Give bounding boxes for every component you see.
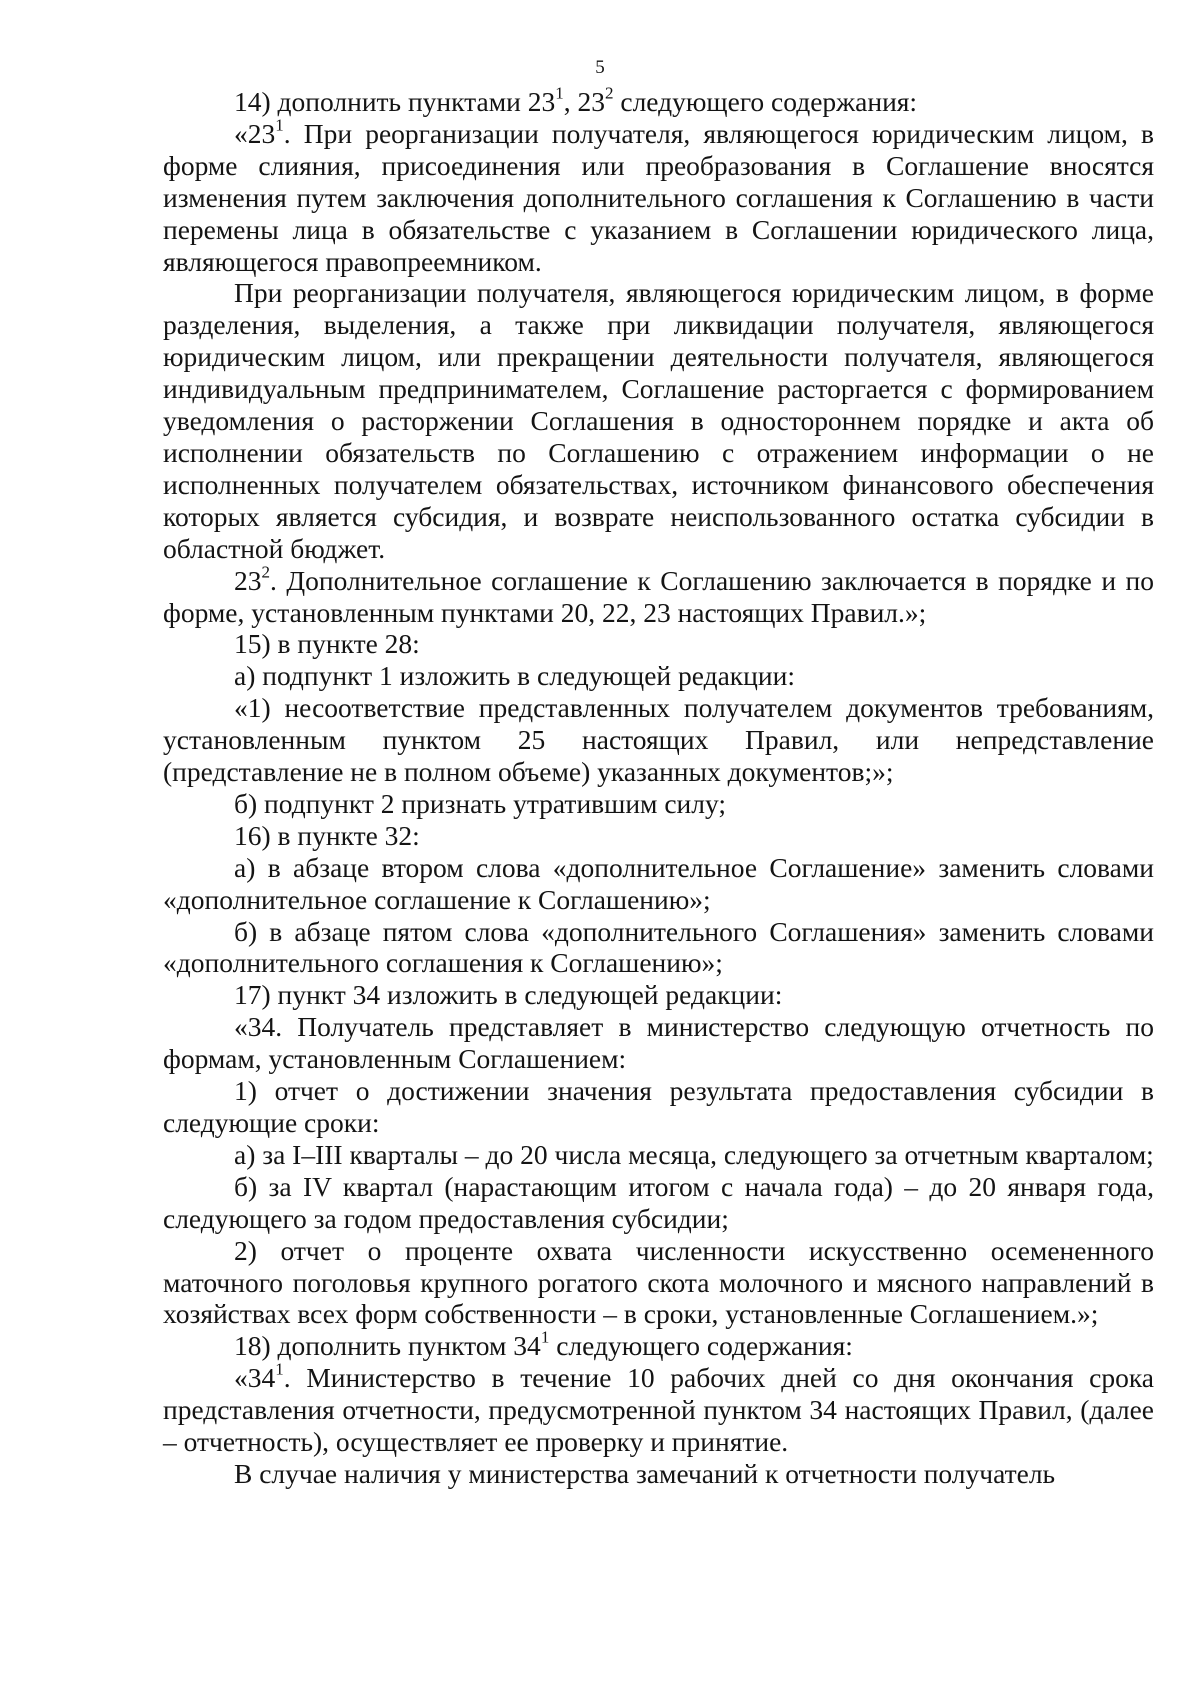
paragraph xyxy=(163,83,1154,118)
paragraph-text: . Дополнительное соглашение к Соглашению заключается в порядке и по форме, установленным пунктами 20, 22, 23 настоящих Правил.»; xyxy=(163,564,1154,628)
paragraph-text: 14) дополнить пунктами 23 xyxy=(234,86,556,117)
paragraph-text: При реорганизации получателя, являющегося юридическим лицом, в форме разделения, выделения, а также при ликвидации получателя, являющегося юридическим лицом, или прекращении деятельности получателя, являющегося индивидуальным предпринимателем, Соглашение расторгается с формированием уведомления о расторжении Соглашения в одностороннем порядке и акта об исполнении обязательств по Соглашению с отражением информации о не исполненных получателем обязательствах, источником финансового обеспечения которых является субсидия, и возврате неиспользованного остатка субсидии в областной бюджет. xyxy=(163,277,1154,564)
paragraph-text: «34 xyxy=(234,1362,276,1394)
paragraph-text: «23 xyxy=(234,117,276,149)
paragraph-text: 2) отчет о проценте охвата численности искусственно осемененного маточного поголовья крупного рогатого скота молочного и мясного направлений в хозяйствах всех форм собственности – в сроки, установленные Соглашением.»; xyxy=(163,1234,1154,1330)
superscript: 1 xyxy=(275,1359,284,1379)
superscript: 2 xyxy=(261,562,271,582)
paragraph-text: б) подпункт 2 признать утратившим силу; xyxy=(234,787,726,819)
paragraph xyxy=(163,1075,1154,1139)
paragraph xyxy=(163,820,1154,852)
paragraph-text: 1) отчет о достижении значения результата предоставления субсидии в следующие сроки: xyxy=(163,1075,1154,1138)
document-body xyxy=(163,83,1154,1490)
superscript: 1 xyxy=(540,1328,550,1348)
paragraph-text: 23 xyxy=(234,564,262,596)
paragraph-text: , 23 xyxy=(563,86,605,117)
paragraph xyxy=(163,788,1154,820)
superscript: 1 xyxy=(555,83,564,103)
paragraph xyxy=(163,1458,1154,1490)
paragraph xyxy=(163,916,1154,980)
paragraph xyxy=(163,277,1154,564)
paragraph-text: 15) в пункте 28: xyxy=(234,628,420,660)
paragraph xyxy=(163,1171,1154,1235)
paragraph-text: б) за IV квартал (нарастающим итогом с начала года) – до 20 января года, следующего за годом предоставления субсидии; xyxy=(163,1170,1154,1234)
paragraph-text: следующего содержания: xyxy=(549,1330,853,1362)
paragraph xyxy=(163,1359,1154,1458)
paragraph xyxy=(163,562,1154,629)
paragraph xyxy=(163,692,1154,788)
paragraph-text: 16) в пункте 32: xyxy=(234,819,420,851)
superscript: 1 xyxy=(275,115,284,135)
paragraph xyxy=(163,1330,1154,1362)
paragraph-text: «1) несоответствие представленных получателем документов требованиям, установленным пунктом 25 настоящих Правил, или непредставление (представление не в полном объеме) указанных документов;»; xyxy=(163,692,1154,788)
paragraph-text: . Министерство в течение 10 рабочих дней со дня окончания срока представления отчетности, предусмотренной пунктом 34 настоящих Правил, (далее – отчетность), осуществляет ее проверку и принятие. xyxy=(163,1362,1154,1458)
paragraph-text: В случае наличия у министерства замечаний к отчетности получатель xyxy=(234,1457,1056,1489)
paragraph-text: 17) пункт 34 изложить в следующей редакции: xyxy=(234,979,783,1011)
superscript: 2 xyxy=(604,83,614,103)
paragraph xyxy=(163,1139,1154,1171)
paragraph-text: следующего содержания: xyxy=(613,86,918,117)
paragraph xyxy=(163,628,1154,660)
paragraph-text: 18) дополнить пунктом 34 xyxy=(234,1330,541,1362)
paragraph xyxy=(163,1011,1154,1075)
paragraph xyxy=(163,660,1154,692)
paragraph-text: «34. Получатель представляет в министерство следующую отчетность по формам, установленным Соглашением: xyxy=(163,1011,1154,1075)
paragraph xyxy=(163,852,1154,916)
page-number: 5 xyxy=(595,57,605,78)
paragraph-text: а) за I–III кварталы – до 20 числа месяца, следующего за отчетным кварталом; xyxy=(234,1138,1154,1170)
paragraph xyxy=(163,115,1154,278)
paragraph-text: а) подпункт 1 изложить в следующей редакции: xyxy=(234,660,795,692)
paragraph-text: а) в абзаце втором слова «дополнительное Соглашение» заменить словами «дополнительное соглашение к Соглашению»; xyxy=(163,851,1154,915)
paragraph xyxy=(163,979,1154,1011)
paragraph-text: . При реорганизации получателя, являющегося юридическим лицом, в форме слияния, присоединения или преобразования в Соглашение вносятся изменения путем заключения дополнительного соглашения к Соглашению в части перемены лица в обязательстве с указанием в Соглашении юридического лица, являющегося правопреемником. xyxy=(163,117,1154,277)
paragraph xyxy=(163,1235,1154,1331)
paragraph-text: б) в абзаце пятом слова «дополнительного Соглашения» заменить словами «дополнительного соглашения к Соглашению»; xyxy=(163,915,1154,979)
